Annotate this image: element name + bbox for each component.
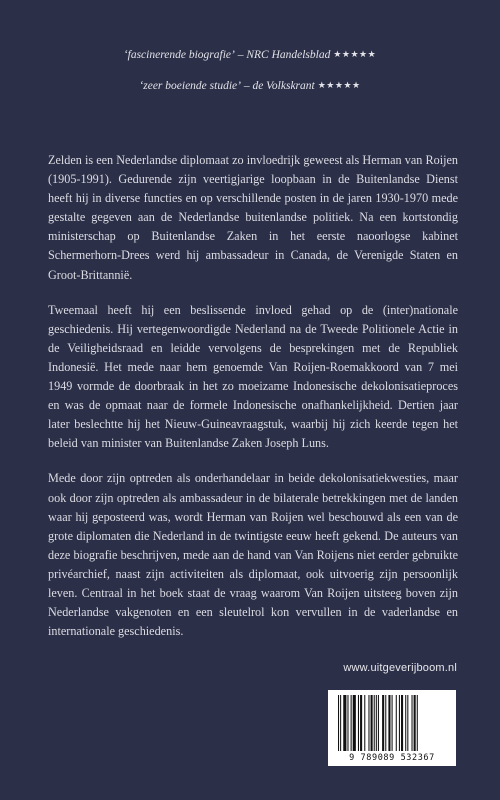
publisher-website: www.uitgeverijboom.nl xyxy=(343,662,457,674)
quote-source: NRC Handelsblad xyxy=(246,49,331,61)
barcode-bar xyxy=(364,695,365,751)
barcode-bar xyxy=(343,695,346,751)
quote-text: ‘zeer boeiende studie’ xyxy=(139,80,241,92)
quote-text: ‘fascinerende biografie’ xyxy=(123,49,235,61)
quote-source: de Volkskrant xyxy=(252,80,315,92)
barcode-bar xyxy=(412,695,413,751)
quote-separator: – xyxy=(234,49,247,61)
barcode-bar xyxy=(378,695,379,751)
barcode-bar xyxy=(392,695,393,751)
barcode-bar xyxy=(407,695,408,751)
barcode-bar xyxy=(376,695,377,751)
barcode-bar xyxy=(388,695,390,751)
barcode-bar xyxy=(385,695,386,751)
barcode-bar xyxy=(340,695,341,751)
press-quote xyxy=(0,75,500,97)
barcode-bar xyxy=(374,695,375,751)
barcode-bar xyxy=(360,695,362,751)
press-quotes xyxy=(0,44,500,106)
barcode-bar xyxy=(399,695,400,751)
barcode-bar xyxy=(417,695,418,751)
isbn-barcode xyxy=(328,690,456,766)
barcode-bar xyxy=(382,695,384,751)
press-quote xyxy=(0,44,500,66)
barcode-bar xyxy=(338,695,339,751)
barcode-bar xyxy=(405,695,406,751)
barcode-bar xyxy=(351,695,352,751)
barcode-bar xyxy=(368,695,369,751)
barcode-bar xyxy=(401,695,403,751)
barcode-bar xyxy=(414,695,416,751)
quote-separator: – xyxy=(240,80,253,92)
blurb-paragraph: Zelden is een Nederlandse diplomaat zo invloedrijk geweest als Herman van Roijen (1905-1991). Gedurende zijn veertigjarige loopbaan in de Buitenlandse Dienst heeft hij in diverse functies en op verschillende posten in de jaren 1930-1970 mede gestalte gegeven aan de Nederlandse buitenlandse politiek. Na een kortstondig ministerschap op Buitenlandse Zaken in het eerste naoorlogse kabinet Schermerhorn-Drees werd hij ambassadeur in Canada, de Verenigde Staten en Groot-Brittannië. xyxy=(48,153,458,282)
back-cover-blurb xyxy=(48,151,458,657)
barcode-bar xyxy=(371,695,373,751)
blurb-paragraph: Tweemaal heeft hij een beslissende invloed gehad op de (inter)nationale geschiedenis. Hij vertegenwoordigde Nederland na de Tweede Politionele Actie in de Veiligheidsraad en leidde vervolgens de besprekingen met de Republiek Indonesië. Het mede naar hem genoemde Van Roijen-Roemakkoord van 7 mei 1949 vormde de doorbraak in het zo moeizame Indonesische dekolonisatieproces en was de opmaat naar de formele Indonesische onafhankelijkheid. Dertien jaar later beslechtte hij het Nieuw-Guineavraagstuk, waarbij hij zich keerde tegen het beleid van minister van Buitenlandse Zaken Joseph Luns. xyxy=(48,302,458,451)
blurb-paragraph: Mede door zijn optreden als onderhandelaar in beide dekolonisatiekwesties, maar ook door zijn optreden als ambassadeur in de bilaterale betrekkingen met de landen waar hij geposteerd was, wordt Herman van Roijen wel beschouwd als een van de grote diplomaten die Nederland in de twintigste eeuw heeft gekend. De auteurs van deze biografie beschrijven, mede aan de hand van Van Roijens niet eerder gebruikte privéarchief, naast zijn activiteiten als diplomaat, ook uitvoerig zijn persoonlijk leven. Centraal in het boek staat de vraag waarom Van Roijen uitsteeg boven zijn Nederlandse vakgenoten en een sleutelrol kon vervullen in de vaderlandse en internationale geschiedenis. xyxy=(48,471,458,639)
barcode-bar xyxy=(396,695,397,751)
barcode-icon xyxy=(334,695,450,753)
barcode-bar xyxy=(358,695,359,751)
barcode-bar xyxy=(353,695,356,751)
isbn-number: 9 789089 532367 xyxy=(349,753,435,763)
rating-stars: ★★★★★ xyxy=(317,81,361,91)
rating-stars: ★★★★★ xyxy=(333,50,377,60)
barcode-bar xyxy=(347,695,348,751)
